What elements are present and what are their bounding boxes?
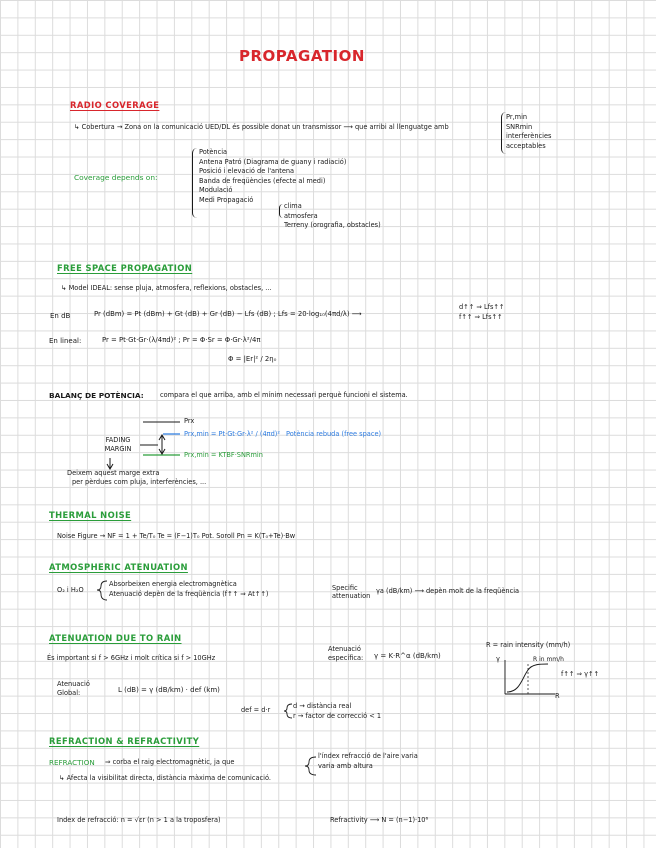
received-power-note: Potència rebuda (free space) <box>286 430 382 438</box>
refraction-reason: l'índex refracció de l'aire varia <box>318 752 418 760</box>
global-attenuation-label: Atenuació Global: <box>57 680 90 697</box>
refraction-reason: varia amb altura <box>318 761 373 770</box>
db-label: En dB <box>50 312 71 320</box>
atmospheric-item: Atenuació depèn de la freqüència (f↑↑ ⇒ At↑↑) <box>109 589 269 598</box>
specific-attenuation-eq: γa (dB/km) ⟶ depèn molt de la freqüència <box>376 587 520 595</box>
def-note: d → distància real <box>293 702 352 710</box>
lineal-equation: Pr = Pt·Gt·Gr·(λ/4πd)² ; Pr = Φ·Sr = Φ·Gr·λ²/4π <box>102 336 261 344</box>
refraction-reasons <box>318 752 418 771</box>
rain-heading: ATENUATION DUE TO RAIN <box>49 633 182 643</box>
prx-label: Prx <box>184 417 195 425</box>
db-equation: Pr (dBm) = Pt (dBm) + Gt (dB) + Gr (dB) − Lfs (dB) ; Lfs = 20·log₁₀(4πd/λ) ⟶ <box>94 310 362 318</box>
rain-specific-eq: γ = K·R^α (dB/km) <box>374 652 441 660</box>
graph-note: f↑↑ ⇒ γ↑↑ <box>561 670 600 678</box>
refraction-brace <box>305 757 316 775</box>
atmospheric-effects <box>109 580 269 599</box>
def-note: r → factor de correcció < 1 <box>293 711 382 720</box>
free-space-heading: FREE SPACE PROPAGATION <box>57 263 193 273</box>
atmospheric-heading: ATMOSPHERIC ATENUATION <box>49 562 188 572</box>
fading-note-2: per pèrdues com pluja, interferències, ... <box>72 478 207 486</box>
coverage-definition: ↳ Cobertura → Zona on la comunicació UED/DL és possible donat un transmissor ⟶ que arribi al llenguatge amb <box>74 123 449 131</box>
refraction-label: REFRACTION <box>49 758 95 767</box>
prxmin-free-space: Prx,min = Pt·Gt·Gr·λ² / (4πd)² <box>184 430 281 438</box>
graph-tag: R in mm/h <box>533 656 564 663</box>
factor-item: Antena Patró (Diagrama de guany i radiació) <box>199 157 347 166</box>
prxmin-ktbf: Prx,min = KTBF·SNRmin <box>184 451 263 459</box>
balance-heading: BALANÇ DE POTÈNCIA: <box>49 391 144 400</box>
thermal-noise-equations: Noise Figure → NF = 1 + Te/T₀ Te = (F−1)T₀ Pot. Soroll Pn = K(T₀+Te)·Bw <box>57 532 296 540</box>
global-attenuation-eq: L (dB) = γ (dB/km) · def (km) <box>118 686 220 694</box>
specific-attenuation-label: Specific attenuation <box>332 584 371 601</box>
refraction-note: ↳ Afecta la visibilitat directa, distància màxima de comunicació. <box>59 774 272 782</box>
factor-item: Posició i elevació de l'antena <box>199 167 295 176</box>
def-brace <box>284 704 292 718</box>
thermal-noise-heading: THERMAL NOISE <box>49 510 132 520</box>
rain-importance: És important si f > 6GHz i molt crítica si f > 10GHz <box>47 654 216 662</box>
atmos-brace <box>97 581 107 600</box>
refraction-text: ⇒ corba el raig electromagnètic, ja que <box>105 758 235 766</box>
def-eq: def = d·r <box>241 706 271 714</box>
balance-description: compara el que arriba, amb el mínim necessari perquè funcioni el sistema. <box>160 391 408 399</box>
factor-item: Banda de freqüències (efecte al medi) <box>199 176 326 185</box>
rain-intensity-def: R = rain intensity (mm/h) <box>486 641 571 649</box>
factor-item: Modulació <box>199 186 233 195</box>
graph-y-label: γ <box>496 655 500 663</box>
medium-item: Terreny (orografia, obstacles) <box>284 221 381 230</box>
rain-specific-label: Atenuació específica: <box>328 645 364 662</box>
medium-item: atmosfera <box>284 211 318 220</box>
criteria-item: SNRmin <box>506 122 533 131</box>
factor-item: Medi Propagació <box>199 195 254 204</box>
atmospheric-gases: O₂ i H₂O <box>57 586 84 594</box>
graph-x-label: R <box>555 692 560 700</box>
fading-margin-label: FADING MARGIN <box>104 436 132 453</box>
refraction-heading: REFRACTION & REFRACTIVITY <box>49 736 200 746</box>
graph-curve <box>507 664 548 692</box>
coverage-depends-label: Coverage depends on: <box>74 173 158 182</box>
criteria-item: interferències acceptables <box>506 132 552 150</box>
factor-item: Potència <box>199 148 228 156</box>
def-notes <box>293 702 381 721</box>
radio-coverage-heading: RADIO COVERAGE <box>70 100 160 110</box>
fading-note-1: Deixem aquest marge extra <box>67 469 160 477</box>
db-note: d↑↑ ⇒ Lfs↑↑ <box>459 303 505 311</box>
phi-equation: Φ = |Er|² / 2η₀ <box>228 355 277 363</box>
atmospheric-item: Absorbeixen energia electromagnètica <box>109 580 237 588</box>
ideal-model: ↳ Model IDEAL: sense pluja, atmosfera, reflexions, obstacles, ... <box>61 284 272 292</box>
refraction-index: Index de refracció: n = √εr (n > 1 a la troposfera) <box>57 816 221 824</box>
criteria-item: Pr,min <box>506 113 528 121</box>
lineal-label: En lineal: <box>49 337 82 345</box>
medium-item: clima <box>284 202 302 210</box>
db-note: f↑↑ ⇒ Lfs↑↑ <box>459 312 503 321</box>
refractivity: Refractivity ⟶ N = (n−1)·10⁶ <box>330 816 429 824</box>
page-title: PROPAGATION <box>239 47 365 65</box>
